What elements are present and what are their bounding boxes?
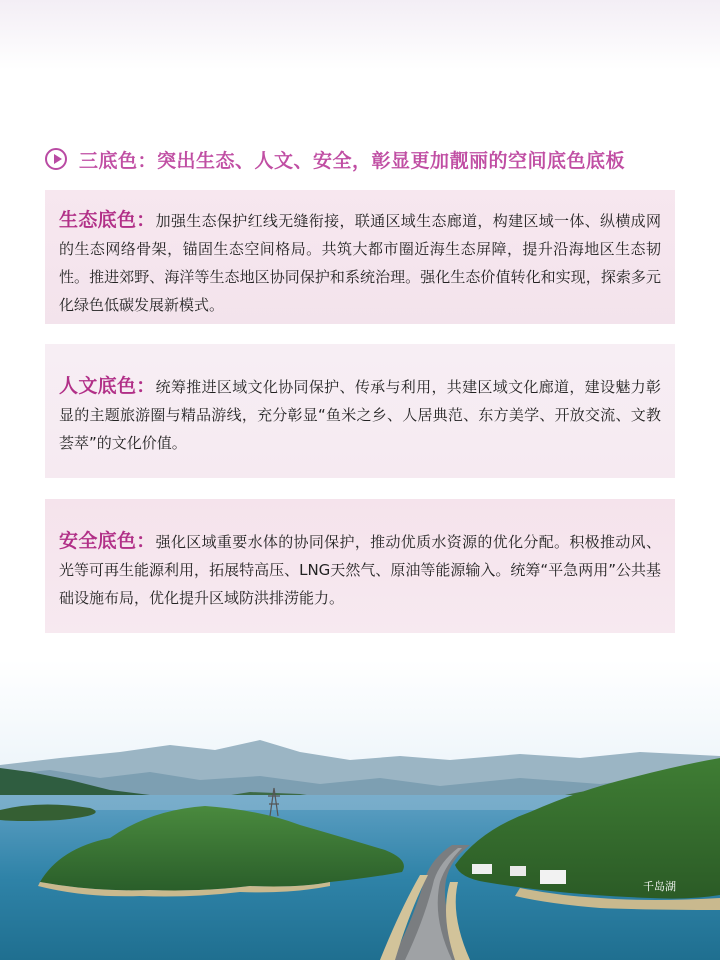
panel-culture-label: 人文底色： — [59, 375, 156, 397]
panel-ecology-body: 加强生态保护红线无缝衔接，联通区域生态廊道，构建区域一体、纵横成网的生态网络骨架，锚固生态空间格局。共筑大都市圈近海生态屏障，提升沿海地区生态韧性。推进郊野、海洋等生态地区协同保护和系统治理。强化生态价值转化和实现，探索多元化绿色低碳发展新模式。 — [59, 212, 661, 314]
play-circle-icon — [45, 148, 67, 170]
panel-culture-body: 统筹推进区域文化协同保护、传承与利用，共建区域文化廊道，建设魅力彰显的主题旅游圈与精品游线，充分彰显“鱼米之乡、人居典范、东方美学、开放交流、文教荟萃”的文化价值。 — [59, 378, 661, 452]
panel-ecology-label: 生态底色： — [59, 209, 156, 231]
panel-culture — [45, 344, 675, 478]
panel-safety — [45, 499, 675, 633]
panel-safety-label: 安全底色： — [59, 530, 156, 552]
lake-landscape-photo — [0, 660, 720, 960]
panel-ecology-text — [59, 206, 661, 319]
heading-title: 三底色：突出生态、人文、安全，彰显更加靓丽的空间底色底板 — [79, 149, 626, 172]
panel-safety-text — [59, 527, 661, 612]
panel-safety-body: 强化区域重要水体的协同保护，推动优质水资源的优化分配。积极推动风、光等可再生能源利用，拓展特高压、LNG天然气、原油等能源输入。统筹“平急两用”公共基础设施布局，优化提升区域防洪排涝能力。 — [59, 533, 661, 607]
photo-watermark: 千岛湖 — [643, 880, 676, 893]
panel-culture-text — [59, 372, 661, 457]
section-heading — [45, 143, 685, 175]
panel-ecology — [45, 190, 675, 324]
